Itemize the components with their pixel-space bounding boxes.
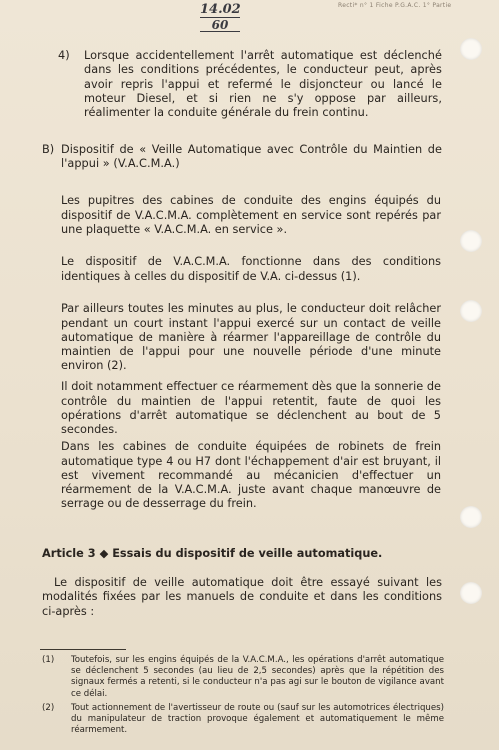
footnote-2 <box>42 703 444 737</box>
footnote-divider <box>40 649 126 650</box>
section-b-paragraph: Le dispositif de V.A.C.M.A. fonctionne dans des conditions identiques à celles du dispositif de V.A. ci-dessus (1). <box>61 255 441 283</box>
section-b-title: Dispositif de « Veille Automatique avec Contrôle du Maintien de l'appui » (V.A.C.M.A.) <box>61 143 442 171</box>
item-4-text: Lorsque accidentellement l'arrêt automatique est déclenché dans les conditions précédentes, le conducteur peut, après avoir repris l'appui et refermé le disjoncteur ou lancé le moteur Diesel, et si rien ne s'y oppose par ailleurs, réalimenter la conduite générale du frein continu. <box>84 49 442 120</box>
punch-hole-icon <box>460 506 482 528</box>
article-3-text: Le dispositif de veille automatique doit être essayé suivant les modalités fixées par les manuels de conduite et dans les conditions ci-après : <box>42 576 442 618</box>
article-3-heading <box>42 547 452 561</box>
section-b-paragraph: Par ailleurs toutes les minutes au plus, le conducteur doit relâcher pendant un court instant l'appui exercé sur un contact de veille automatique de manière à réarmer l'appareillage de contrôle du maintien de l'appui pour une nouvelle période d'une minute environ (2). <box>61 302 441 373</box>
handwritten-top: 14.02 <box>200 2 241 17</box>
item-4 <box>58 49 442 120</box>
section-b-paragraph: Les pupitres des cabines de conduite des engins équipés du dispositif de V.A.C.M.A. complètement en service sont repérés par une plaquette « V.A.C.M.A. en service ». <box>61 194 441 236</box>
section-b-label: B) <box>42 143 55 156</box>
handwritten-page-number: 60 <box>200 17 240 32</box>
footnote-label: (1) <box>42 655 55 665</box>
footnote-1 <box>42 655 444 700</box>
article-3-label: Article 3 <box>42 547 96 560</box>
section-b-paragraph: Dans les cabines de conduite équipées de robinets de frein automatique type 4 ou H7 dont l'échappement d'air est bruyant, il est vivement recommandé au mécanicien d'effectuer un réarmement de la V.A.C.M.A. juste avant chaque manœuvre de serrage ou de desserrage du frein. <box>61 440 441 511</box>
diamond-icon: ◆ <box>99 547 109 560</box>
article-3-title: Essais du dispositif de veille automatique. <box>112 547 383 560</box>
footnote-label: (2) <box>42 703 55 713</box>
punch-hole-icon <box>460 230 482 252</box>
article-3-paragraph <box>42 576 442 619</box>
footnote-text: Tout actionnement de l'avertisseur de route ou (sauf sur les automotrices électriques) du manipulateur de traction provoque également et automatiquement le même réarmement. <box>71 703 444 736</box>
section-b-heading <box>42 143 442 172</box>
punch-hole-icon <box>460 300 482 322</box>
item-4-label: 4) <box>58 49 70 62</box>
handwritten-annotation <box>200 4 241 32</box>
section-b-paragraph: Il doit notamment effectuer ce réarmement dès que la sonnerie de contrôle du maintien de l'appui retentit, faute de quoi les opérations d'arrêt automatique se déclenchent au bout de 5 secondes. <box>61 380 441 437</box>
header-reference: Recti* n° 1 Fiche P.G.A.C. 1° Partie <box>338 2 452 9</box>
footnote-text: Toutefois, sur les engins équipés de la V.A.C.M.A., les opérations d'arrêt automatique se déclenchent 5 secondes (au lieu de 2,5 secondes) après que la répétition des signaux fermés a retenti, si le conducteur n'a pas agi sur le bouton de vigilance avant ce délai. <box>71 655 444 699</box>
punch-hole-icon <box>460 38 482 60</box>
punch-hole-icon <box>460 582 482 604</box>
